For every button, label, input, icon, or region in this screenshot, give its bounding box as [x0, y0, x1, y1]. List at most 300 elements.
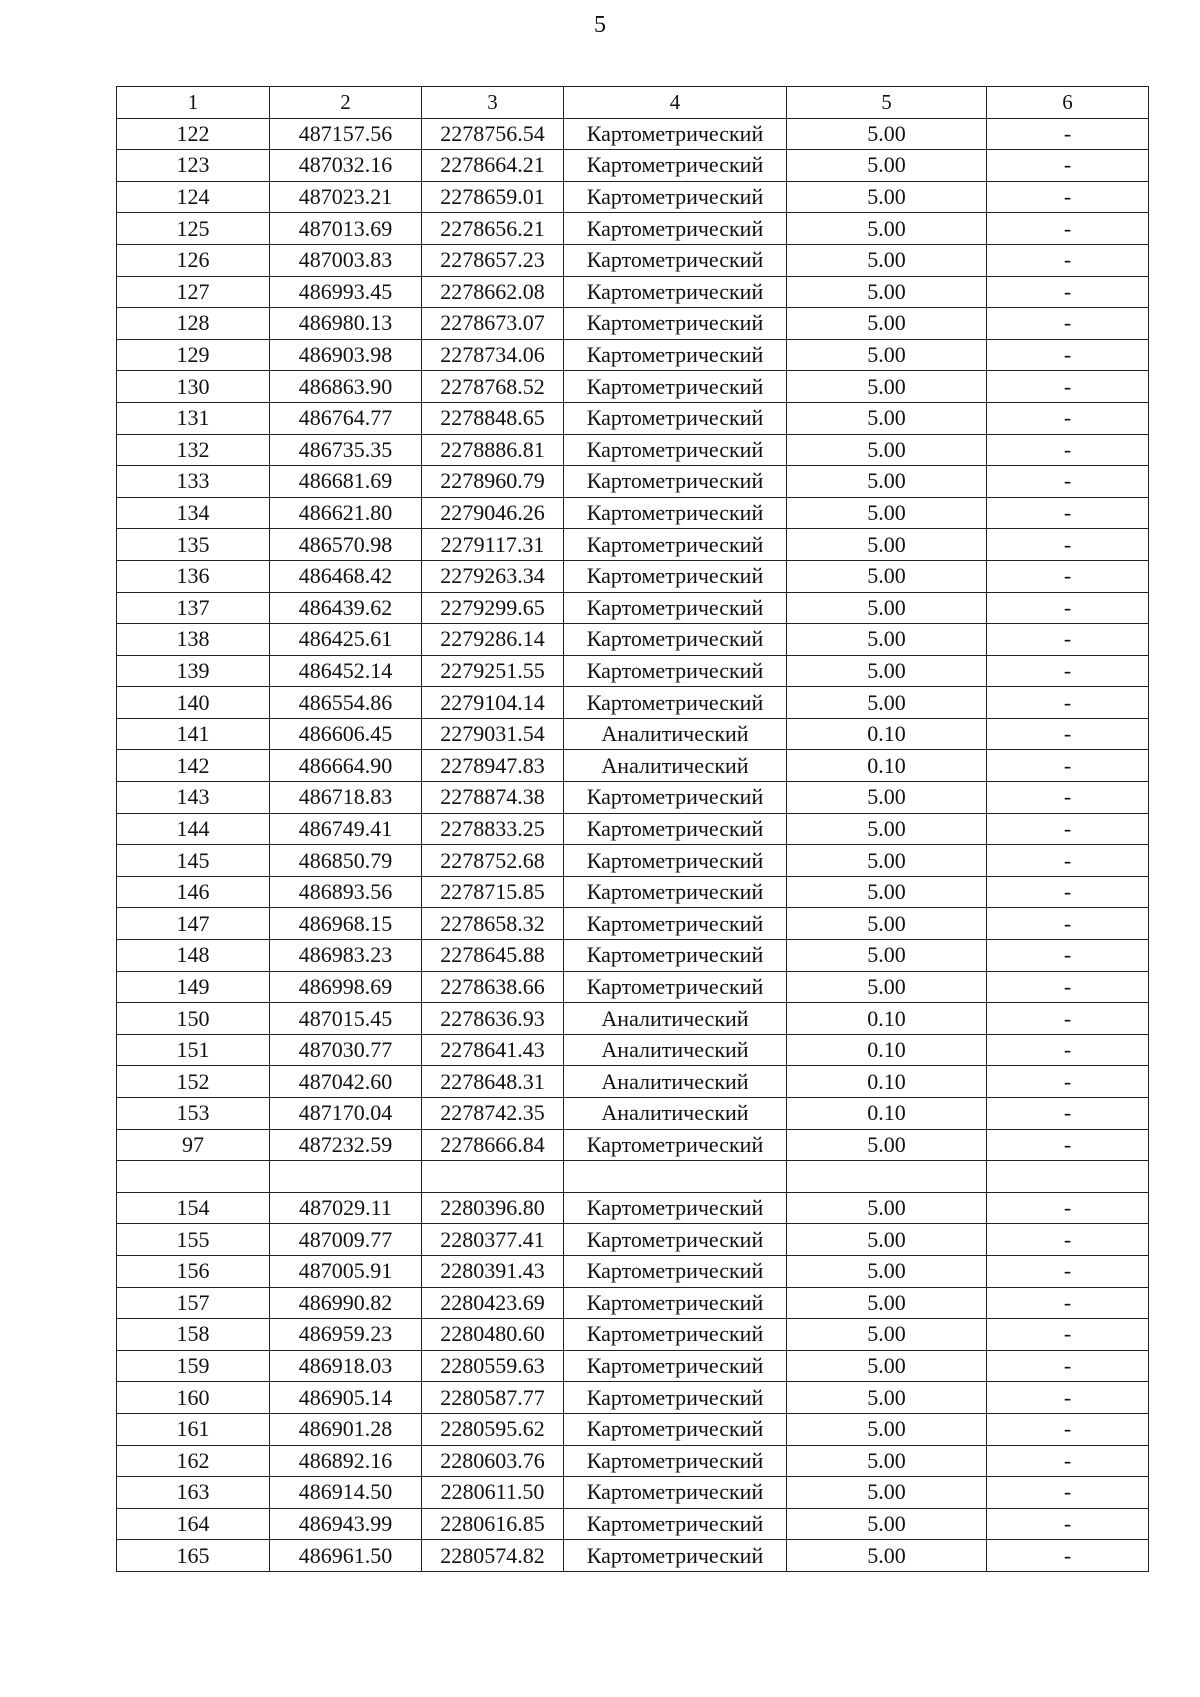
cell-method: Картометрический: [564, 276, 787, 308]
cell-point-number: 122: [117, 118, 270, 150]
cell-method: Картометрический: [564, 687, 787, 719]
cell-y-coordinate: 2280603.76: [422, 1445, 564, 1477]
table-row: [117, 466, 1149, 498]
cell-point-number: 154: [117, 1192, 270, 1224]
cell-x-coordinate: 486901.28: [270, 1413, 422, 1445]
cell-point-number: 164: [117, 1508, 270, 1540]
cell-point-number: 145: [117, 845, 270, 877]
cell-point-number: 162: [117, 1445, 270, 1477]
cell-accuracy: 5.00: [787, 1255, 987, 1287]
table-row: [117, 402, 1149, 434]
table-row: [117, 1098, 1149, 1130]
cell-point-number: 124: [117, 181, 270, 213]
cell-note: -: [987, 1098, 1149, 1130]
cell-method: Картометрический: [564, 371, 787, 403]
table-row: [117, 371, 1149, 403]
cell-y-coordinate: 2278960.79: [422, 466, 564, 498]
cell-method: Картометрический: [564, 434, 787, 466]
table-row: [117, 1224, 1149, 1256]
cell-note: -: [987, 750, 1149, 782]
cell-x-coordinate: 487015.45: [270, 1003, 422, 1035]
cell-y-coordinate: 2278658.32: [422, 908, 564, 940]
cell-note: -: [987, 308, 1149, 340]
cell-method: Картометрический: [564, 560, 787, 592]
cell-x-coordinate: 487005.91: [270, 1255, 422, 1287]
cell-y-coordinate: 2280377.41: [422, 1224, 564, 1256]
cell-method: Картометрический: [564, 402, 787, 434]
page-number: 5: [594, 12, 606, 38]
cell-point-number: 134: [117, 497, 270, 529]
cell-point-number: 144: [117, 813, 270, 845]
coordinates-table: [116, 86, 1149, 1572]
cell-point-number: 128: [117, 308, 270, 340]
cell-y-coordinate: 2279031.54: [422, 718, 564, 750]
table-row: [117, 1540, 1149, 1572]
table-row: [117, 876, 1149, 908]
header-cell-1: 1: [117, 87, 270, 119]
cell-note: -: [987, 1350, 1149, 1382]
cell-note: -: [987, 466, 1149, 498]
cell-accuracy: 5.00: [787, 845, 987, 877]
cell-method: Картометрический: [564, 466, 787, 498]
cell-point-number: 129: [117, 339, 270, 371]
cell-note: -: [987, 1477, 1149, 1509]
table-row: [117, 908, 1149, 940]
table-row: [117, 1255, 1149, 1287]
cell-note: -: [987, 1382, 1149, 1414]
cell-method: Картометрический: [564, 592, 787, 624]
cell-y-coordinate: 2278673.07: [422, 308, 564, 340]
cell-point-number: 152: [117, 1066, 270, 1098]
cell-x-coordinate: 486863.90: [270, 371, 422, 403]
table-row: [117, 687, 1149, 719]
cell-x-coordinate: 487023.21: [270, 181, 422, 213]
table-row: [117, 1066, 1149, 1098]
cell-y-coordinate: 2278833.25: [422, 813, 564, 845]
cell-accuracy: 5.00: [787, 371, 987, 403]
table-row: [117, 1192, 1149, 1224]
cell-point-number: 139: [117, 655, 270, 687]
cell-x-coordinate: 486554.86: [270, 687, 422, 719]
cell-accuracy: 5.00: [787, 1413, 987, 1445]
cell-note: -: [987, 624, 1149, 656]
cell-y-coordinate: 2279286.14: [422, 624, 564, 656]
cell-y-coordinate: 2278734.06: [422, 339, 564, 371]
cell-method: Аналитический: [564, 750, 787, 782]
cell-accuracy: 5.00: [787, 1192, 987, 1224]
table-row: [117, 213, 1149, 245]
cell-point-number: 156: [117, 1255, 270, 1287]
cell-y-coordinate: 2280587.77: [422, 1382, 564, 1414]
cell-accuracy: 0.10: [787, 1034, 987, 1066]
cell-point-number: 157: [117, 1287, 270, 1319]
cell-x-coordinate: 486664.90: [270, 750, 422, 782]
cell-method: Картометрический: [564, 1540, 787, 1572]
cell-x-coordinate: 486749.41: [270, 813, 422, 845]
cell-accuracy: 5.00: [787, 276, 987, 308]
table-row: [117, 150, 1149, 182]
table-row: [117, 782, 1149, 814]
cell-y-coordinate: 2278664.21: [422, 150, 564, 182]
cell-accuracy: 5.00: [787, 118, 987, 150]
cell-accuracy: 5.00: [787, 940, 987, 972]
cell-accuracy: 5.00: [787, 402, 987, 434]
cell-x-coordinate: 487029.11: [270, 1192, 422, 1224]
cell-accuracy: [787, 1161, 987, 1193]
cell-note: -: [987, 718, 1149, 750]
cell-method: Аналитический: [564, 718, 787, 750]
table-row: [117, 1034, 1149, 1066]
table-row: [117, 1382, 1149, 1414]
table-row: [117, 181, 1149, 213]
cell-point-number: 131: [117, 402, 270, 434]
cell-y-coordinate: 2280396.80: [422, 1192, 564, 1224]
cell-method: Картометрический: [564, 1287, 787, 1319]
cell-x-coordinate: 486918.03: [270, 1350, 422, 1382]
cell-method: Картометрический: [564, 1350, 787, 1382]
table-row: [117, 1129, 1149, 1161]
header-cell-3: 3: [422, 87, 564, 119]
table-row: [117, 1319, 1149, 1351]
cell-accuracy: 5.00: [787, 1445, 987, 1477]
table-row: [117, 244, 1149, 276]
cell-point-number: 138: [117, 624, 270, 656]
table-row: [117, 1445, 1149, 1477]
cell-point-number: 150: [117, 1003, 270, 1035]
cell-accuracy: 5.00: [787, 1287, 987, 1319]
cell-x-coordinate: 486893.56: [270, 876, 422, 908]
cell-method: Картометрический: [564, 1129, 787, 1161]
cell-x-coordinate: 486621.80: [270, 497, 422, 529]
cell-x-coordinate: 486570.98: [270, 529, 422, 561]
header-cell-5: 5: [787, 87, 987, 119]
cell-note: -: [987, 1224, 1149, 1256]
cell-note: -: [987, 687, 1149, 719]
cell-note: -: [987, 213, 1149, 245]
cell-x-coordinate: 486993.45: [270, 276, 422, 308]
table-row: [117, 1413, 1149, 1445]
cell-method: Картометрический: [564, 529, 787, 561]
cell-point-number: 126: [117, 244, 270, 276]
cell-accuracy: 5.00: [787, 181, 987, 213]
cell-x-coordinate: 486892.16: [270, 1445, 422, 1477]
cell-point-number: 165: [117, 1540, 270, 1572]
cell-accuracy: 5.00: [787, 782, 987, 814]
cell-y-coordinate: 2278641.43: [422, 1034, 564, 1066]
cell-method: Картометрический: [564, 1413, 787, 1445]
cell-method: Картометрический: [564, 624, 787, 656]
cell-y-coordinate: 2280559.63: [422, 1350, 564, 1382]
cell-method: Картометрический: [564, 181, 787, 213]
table-row: [117, 308, 1149, 340]
cell-method: Картометрический: [564, 813, 787, 845]
cell-method: Аналитический: [564, 1034, 787, 1066]
cell-note: -: [987, 118, 1149, 150]
cell-accuracy: 5.00: [787, 466, 987, 498]
cell-point-number: 158: [117, 1319, 270, 1351]
cell-y-coordinate: 2278874.38: [422, 782, 564, 814]
cell-accuracy: 5.00: [787, 1224, 987, 1256]
table-row: [117, 434, 1149, 466]
cell-x-coordinate: 486998.69: [270, 971, 422, 1003]
cell-method: Картометрический: [564, 1224, 787, 1256]
cell-y-coordinate: 2278659.01: [422, 181, 564, 213]
cell-x-coordinate: 487032.16: [270, 150, 422, 182]
cell-point-number: 151: [117, 1034, 270, 1066]
cell-accuracy: 5.00: [787, 308, 987, 340]
cell-point-number: 149: [117, 971, 270, 1003]
cell-method: Картометрический: [564, 782, 787, 814]
header-cell-2: 2: [270, 87, 422, 119]
cell-y-coordinate: 2278662.08: [422, 276, 564, 308]
cell-x-coordinate: 487030.77: [270, 1034, 422, 1066]
cell-method: Картометрический: [564, 876, 787, 908]
cell-x-coordinate: 486959.23: [270, 1319, 422, 1351]
cell-note: -: [987, 529, 1149, 561]
cell-x-coordinate: [270, 1161, 422, 1193]
cell-point-number: 125: [117, 213, 270, 245]
cell-x-coordinate: 486983.23: [270, 940, 422, 972]
cell-accuracy: 5.00: [787, 971, 987, 1003]
table-row: [117, 1350, 1149, 1382]
cell-accuracy: 0.10: [787, 1098, 987, 1130]
cell-accuracy: 5.00: [787, 1508, 987, 1540]
cell-accuracy: 5.00: [787, 244, 987, 276]
cell-x-coordinate: 486764.77: [270, 402, 422, 434]
cell-note: -: [987, 1066, 1149, 1098]
cell-y-coordinate: 2278768.52: [422, 371, 564, 403]
cell-x-coordinate: 486990.82: [270, 1287, 422, 1319]
cell-note: -: [987, 1319, 1149, 1351]
cell-point-number: 97: [117, 1129, 270, 1161]
cell-y-coordinate: 2278666.84: [422, 1129, 564, 1161]
cell-method: Картометрический: [564, 213, 787, 245]
cell-y-coordinate: 2279046.26: [422, 497, 564, 529]
cell-x-coordinate: 486961.50: [270, 1540, 422, 1572]
cell-point-number: 146: [117, 876, 270, 908]
cell-note: -: [987, 1003, 1149, 1035]
cell-y-coordinate: 2278752.68: [422, 845, 564, 877]
cell-x-coordinate: 487157.56: [270, 118, 422, 150]
cell-note: -: [987, 813, 1149, 845]
cell-x-coordinate: 486606.45: [270, 718, 422, 750]
cell-y-coordinate: 2278645.88: [422, 940, 564, 972]
cell-accuracy: 5.00: [787, 624, 987, 656]
table-row: [117, 655, 1149, 687]
cell-note: -: [987, 181, 1149, 213]
table-row: [117, 813, 1149, 845]
cell-point-number: 147: [117, 908, 270, 940]
cell-point-number: 136: [117, 560, 270, 592]
table-body: [117, 118, 1149, 1571]
cell-x-coordinate: 486718.83: [270, 782, 422, 814]
table-header: [117, 87, 1149, 119]
cell-point-number: 141: [117, 718, 270, 750]
cell-accuracy: 5.00: [787, 908, 987, 940]
cell-accuracy: 5.00: [787, 876, 987, 908]
cell-note: -: [987, 876, 1149, 908]
cell-method: Картометрический: [564, 908, 787, 940]
cell-method: Картометрический: [564, 1319, 787, 1351]
cell-method: Картометрический: [564, 497, 787, 529]
table-row: [117, 1287, 1149, 1319]
cell-x-coordinate: 486439.62: [270, 592, 422, 624]
cell-note: -: [987, 402, 1149, 434]
cell-point-number: 130: [117, 371, 270, 403]
cell-accuracy: 0.10: [787, 1003, 987, 1035]
cell-accuracy: 5.00: [787, 1477, 987, 1509]
cell-method: Картометрический: [564, 845, 787, 877]
cell-method: Картометрический: [564, 971, 787, 1003]
cell-y-coordinate: 2278638.66: [422, 971, 564, 1003]
table-row: [117, 845, 1149, 877]
cell-x-coordinate: 487013.69: [270, 213, 422, 245]
cell-method: Картометрический: [564, 1445, 787, 1477]
cell-note: -: [987, 1540, 1149, 1572]
cell-y-coordinate: 2280611.50: [422, 1477, 564, 1509]
cell-accuracy: 0.10: [787, 718, 987, 750]
cell-y-coordinate: 2279263.34: [422, 560, 564, 592]
cell-accuracy: 5.00: [787, 592, 987, 624]
cell-note: -: [987, 1508, 1149, 1540]
cell-y-coordinate: [422, 1161, 564, 1193]
cell-y-coordinate: 2279117.31: [422, 529, 564, 561]
cell-y-coordinate: 2278656.21: [422, 213, 564, 245]
cell-method: Аналитический: [564, 1003, 787, 1035]
cell-point-number: 143: [117, 782, 270, 814]
cell-accuracy: 5.00: [787, 150, 987, 182]
cell-accuracy: 5.00: [787, 687, 987, 719]
cell-y-coordinate: 2278742.35: [422, 1098, 564, 1130]
cell-x-coordinate: 486980.13: [270, 308, 422, 340]
cell-method: Картометрический: [564, 1255, 787, 1287]
cell-accuracy: 5.00: [787, 560, 987, 592]
table-row: [117, 592, 1149, 624]
cell-accuracy: 0.10: [787, 750, 987, 782]
cell-y-coordinate: 2278947.83: [422, 750, 564, 782]
cell-x-coordinate: 487042.60: [270, 1066, 422, 1098]
cell-method: Картометрический: [564, 1192, 787, 1224]
cell-method: Картометрический: [564, 1382, 787, 1414]
cell-note: -: [987, 1034, 1149, 1066]
cell-point-number: 161: [117, 1413, 270, 1445]
header-row: [117, 87, 1149, 119]
table-row: [117, 497, 1149, 529]
cell-y-coordinate: 2280616.85: [422, 1508, 564, 1540]
cell-x-coordinate: 486903.98: [270, 339, 422, 371]
table-row: [117, 718, 1149, 750]
cell-point-number: 137: [117, 592, 270, 624]
cell-method: Картометрический: [564, 118, 787, 150]
cell-y-coordinate: 2278756.54: [422, 118, 564, 150]
cell-note: [987, 1161, 1149, 1193]
cell-accuracy: 5.00: [787, 1382, 987, 1414]
table-row: [117, 1003, 1149, 1035]
cell-x-coordinate: 487009.77: [270, 1224, 422, 1256]
cell-accuracy: 5.00: [787, 1129, 987, 1161]
table-row: [117, 529, 1149, 561]
cell-method: Картометрический: [564, 940, 787, 972]
table-row: [117, 1477, 1149, 1509]
cell-point-number: 132: [117, 434, 270, 466]
cell-x-coordinate: 487232.59: [270, 1129, 422, 1161]
cell-method: Картометрический: [564, 655, 787, 687]
cell-note: -: [987, 244, 1149, 276]
table-row: [117, 339, 1149, 371]
cell-y-coordinate: 2280391.43: [422, 1255, 564, 1287]
cell-note: -: [987, 908, 1149, 940]
cell-accuracy: 5.00: [787, 339, 987, 371]
cell-y-coordinate: 2278648.31: [422, 1066, 564, 1098]
table-row: [117, 971, 1149, 1003]
cell-method: Картометрический: [564, 1508, 787, 1540]
cell-note: -: [987, 339, 1149, 371]
cell-point-number: 140: [117, 687, 270, 719]
cell-x-coordinate: 486914.50: [270, 1477, 422, 1509]
cell-note: -: [987, 560, 1149, 592]
cell-y-coordinate: 2280595.62: [422, 1413, 564, 1445]
cell-accuracy: 5.00: [787, 813, 987, 845]
cell-note: -: [987, 592, 1149, 624]
cell-point-number: 133: [117, 466, 270, 498]
cell-point-number: 127: [117, 276, 270, 308]
cell-method: Картометрический: [564, 308, 787, 340]
cell-point-number: 163: [117, 1477, 270, 1509]
cell-point-number: 148: [117, 940, 270, 972]
cell-x-coordinate: 486943.99: [270, 1508, 422, 1540]
cell-method: Картометрический: [564, 150, 787, 182]
cell-y-coordinate: 2280480.60: [422, 1319, 564, 1351]
cell-x-coordinate: 486468.42: [270, 560, 422, 592]
cell-point-number: 159: [117, 1350, 270, 1382]
cell-x-coordinate: 486425.61: [270, 624, 422, 656]
cell-y-coordinate: 2280423.69: [422, 1287, 564, 1319]
cell-y-coordinate: 2279251.55: [422, 655, 564, 687]
cell-x-coordinate: 486735.35: [270, 434, 422, 466]
table-row: [117, 1161, 1149, 1193]
cell-point-number: 160: [117, 1382, 270, 1414]
cell-note: -: [987, 150, 1149, 182]
cell-method: [564, 1161, 787, 1193]
cell-x-coordinate: 486850.79: [270, 845, 422, 877]
cell-y-coordinate: 2278636.93: [422, 1003, 564, 1035]
cell-method: Картометрический: [564, 1477, 787, 1509]
cell-point-number: 155: [117, 1224, 270, 1256]
table-row: [117, 750, 1149, 782]
cell-point-number: 135: [117, 529, 270, 561]
cell-accuracy: 5.00: [787, 1540, 987, 1572]
cell-x-coordinate: 486681.69: [270, 466, 422, 498]
cell-accuracy: 5.00: [787, 655, 987, 687]
cell-method: Картометрический: [564, 339, 787, 371]
cell-point-number: 153: [117, 1098, 270, 1130]
cell-note: -: [987, 1129, 1149, 1161]
table-row: [117, 276, 1149, 308]
cell-accuracy: 0.10: [787, 1066, 987, 1098]
cell-y-coordinate: 2278848.65: [422, 402, 564, 434]
cell-x-coordinate: 487170.04: [270, 1098, 422, 1130]
cell-point-number: [117, 1161, 270, 1193]
cell-note: -: [987, 276, 1149, 308]
cell-y-coordinate: 2278886.81: [422, 434, 564, 466]
cell-method: Картометрический: [564, 244, 787, 276]
cell-method: Аналитический: [564, 1066, 787, 1098]
cell-note: -: [987, 434, 1149, 466]
table-row: [117, 624, 1149, 656]
cell-y-coordinate: 2280574.82: [422, 1540, 564, 1572]
cell-note: -: [987, 655, 1149, 687]
table-row: [117, 560, 1149, 592]
